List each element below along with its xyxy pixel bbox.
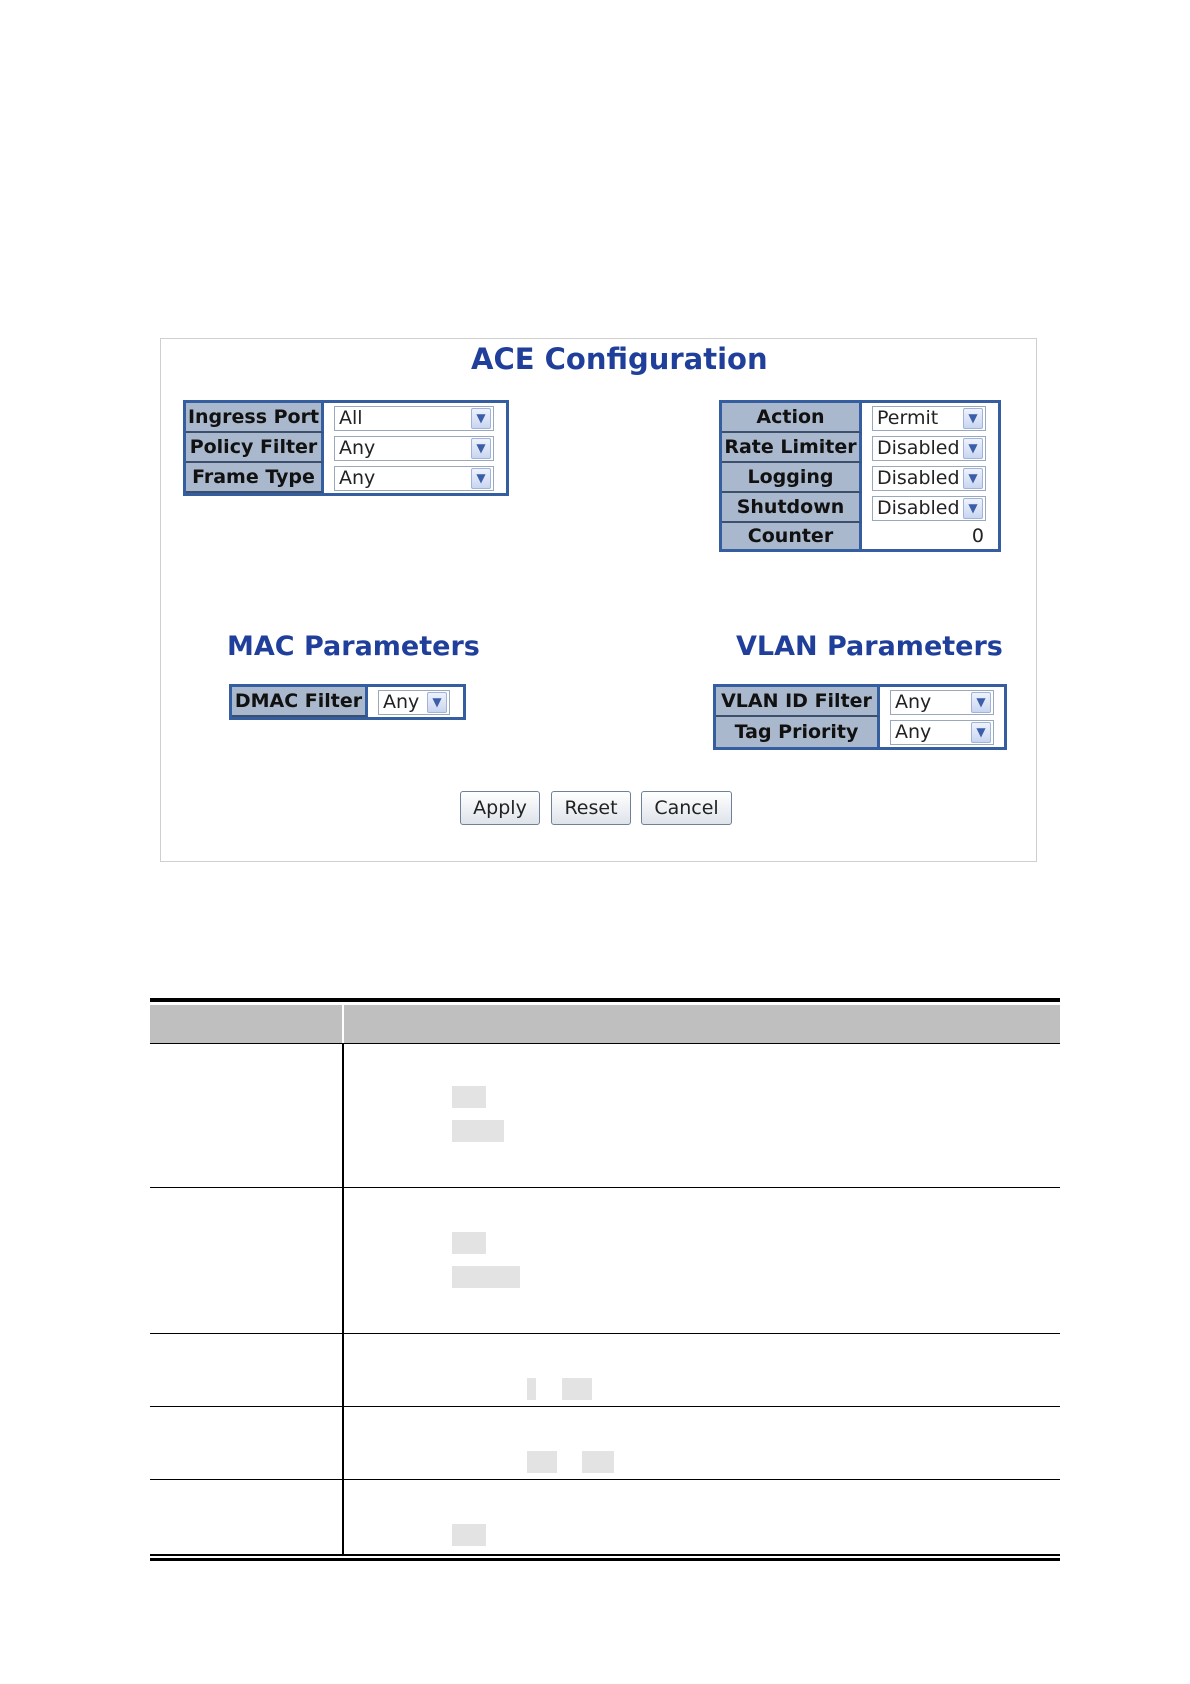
- logging-row: [722, 463, 998, 493]
- table-row-divider: [150, 1333, 1060, 1334]
- redacted-text: [452, 1524, 486, 1546]
- chevron-down-icon[interactable]: ▼: [971, 722, 991, 743]
- table-row-divider: [150, 1043, 1060, 1044]
- chevron-down-icon[interactable]: ▼: [427, 692, 447, 713]
- table-row-divider: [150, 1187, 1060, 1188]
- rate-limiter-row: [722, 433, 998, 463]
- chevron-down-icon[interactable]: ▼: [471, 438, 491, 459]
- frame-type-row: [186, 463, 506, 493]
- ingress-port-row: [186, 403, 506, 433]
- reset-button[interactable]: Reset: [551, 791, 631, 825]
- tag-priority-row: [716, 717, 1004, 747]
- dmac-filter-label: DMAC Filter: [232, 687, 368, 717]
- vlan-id-filter-row: [716, 687, 1004, 717]
- ingress-port-select[interactable]: All ▼: [334, 406, 494, 431]
- frame-type-label: Frame Type: [186, 463, 324, 493]
- chevron-down-icon[interactable]: ▼: [963, 438, 983, 459]
- table-top-rule: [150, 998, 1060, 1002]
- cancel-button[interactable]: Cancel: [641, 791, 732, 825]
- mac-parameters-title: MAC Parameters: [227, 631, 480, 662]
- counter-label: Counter: [722, 523, 862, 549]
- logging-select[interactable]: Disabled ▼: [872, 466, 986, 491]
- chevron-down-icon[interactable]: ▼: [963, 498, 983, 519]
- redacted-text: [582, 1451, 614, 1473]
- ace-right-table: [719, 400, 1001, 552]
- redacted-text: [562, 1378, 592, 1400]
- shutdown-select[interactable]: Disabled ▼: [872, 496, 986, 521]
- apply-button[interactable]: Apply: [460, 791, 540, 825]
- table-header-row: [150, 1005, 1060, 1043]
- rate-limiter-label: Rate Limiter: [722, 433, 862, 463]
- table-bottom-rule: [150, 1558, 1060, 1561]
- redacted-text: [452, 1086, 486, 1108]
- ace-configuration-title: ACE Configuration: [471, 342, 768, 376]
- action-select[interactable]: Permit ▼: [872, 406, 986, 431]
- tag-priority-select[interactable]: Any ▼: [890, 720, 994, 745]
- mac-parameters-table: [229, 684, 466, 720]
- chevron-down-icon[interactable]: ▼: [471, 468, 491, 489]
- rate-limiter-select[interactable]: Disabled ▼: [872, 436, 986, 461]
- vlan-parameters-title: VLAN Parameters: [736, 631, 1003, 662]
- vlan-parameters-table: [713, 684, 1007, 750]
- table-column-divider: [342, 1043, 344, 1554]
- redacted-text: [452, 1120, 504, 1142]
- action-label: Action: [722, 403, 862, 433]
- policy-filter-label: Policy Filter: [186, 433, 324, 463]
- table-row-divider: [150, 1479, 1060, 1480]
- table-row-divider: [150, 1406, 1060, 1407]
- chevron-down-icon[interactable]: ▼: [963, 408, 983, 429]
- table-bottom-rule: [150, 1554, 1060, 1556]
- policy-filter-row: [186, 433, 506, 463]
- parameter-description-table: [150, 998, 1060, 1562]
- vlan-id-filter-label: VLAN ID Filter: [716, 687, 880, 717]
- ace-left-table: [183, 400, 509, 496]
- chevron-down-icon[interactable]: ▼: [971, 692, 991, 713]
- ingress-port-label: Ingress Port: [186, 403, 324, 433]
- redacted-text: [527, 1451, 557, 1473]
- counter-row: [722, 523, 998, 549]
- counter-value: 0: [862, 523, 992, 549]
- frame-type-select[interactable]: Any ▼: [334, 466, 494, 491]
- vlan-id-filter-select[interactable]: Any ▼: [890, 690, 994, 715]
- table-header-divider: [342, 1005, 344, 1043]
- logging-label: Logging: [722, 463, 862, 493]
- shutdown-label: Shutdown: [722, 493, 862, 523]
- redacted-text: [452, 1266, 520, 1288]
- redacted-text: [527, 1378, 536, 1400]
- chevron-down-icon[interactable]: ▼: [471, 408, 491, 429]
- ace-configuration-panel: [160, 338, 1037, 862]
- shutdown-row: [722, 493, 998, 523]
- policy-filter-select[interactable]: Any ▼: [334, 436, 494, 461]
- redacted-text: [452, 1232, 486, 1254]
- dmac-filter-select[interactable]: Any ▼: [378, 690, 450, 715]
- chevron-down-icon[interactable]: ▼: [963, 468, 983, 489]
- action-row: [722, 403, 998, 433]
- tag-priority-label: Tag Priority: [716, 717, 880, 747]
- dmac-filter-row: [232, 687, 463, 717]
